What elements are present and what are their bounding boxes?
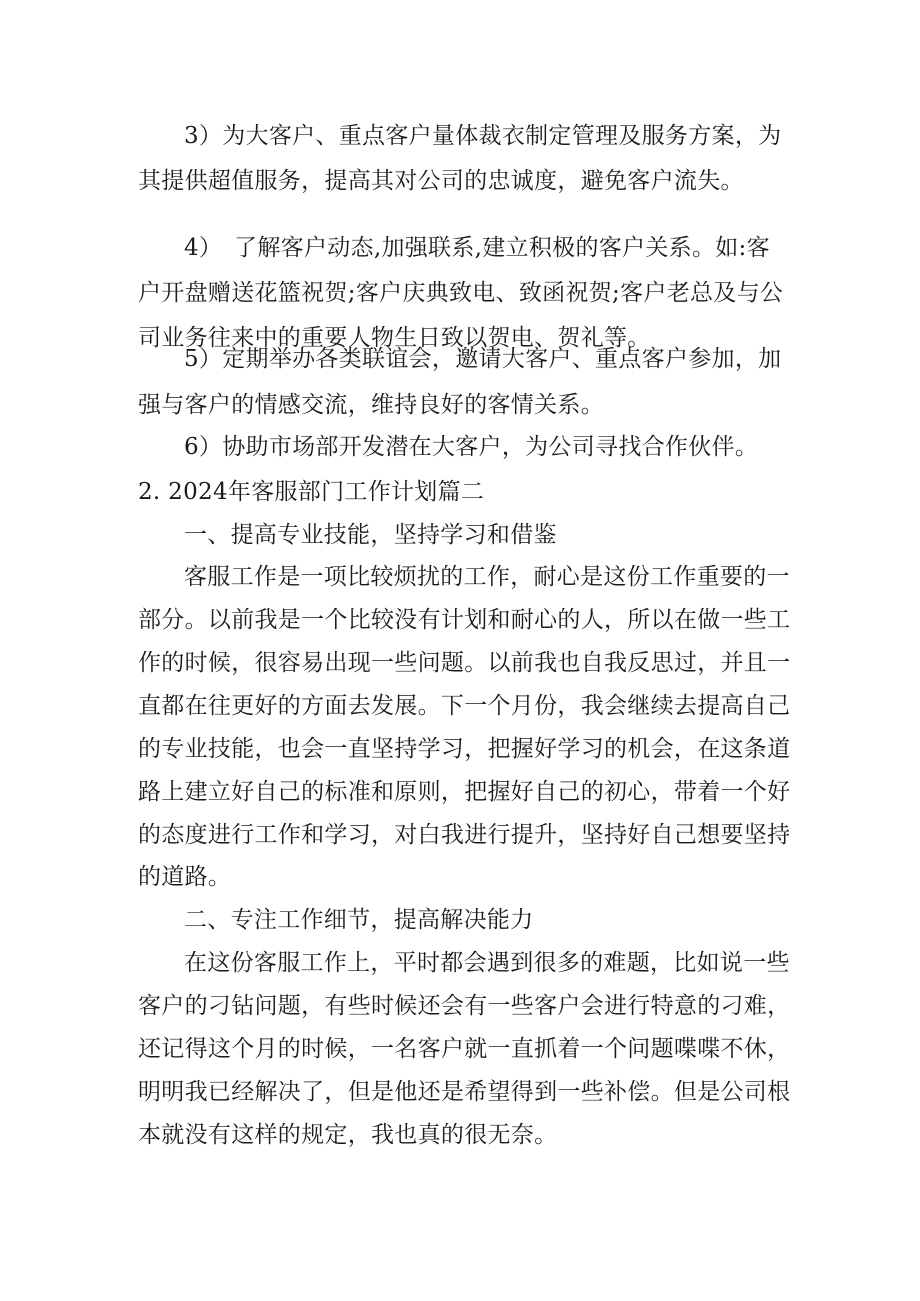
text-line: 客服工作是一项比较烦扰的工作，耐心是这份工作重要的一 <box>184 564 790 590</box>
text-line: 4） 了解客户动态,加强联系,建立积极的客户关系。如:客 <box>184 235 770 261</box>
text-line: 3）为大客户、重点客户量体裁衣制定管理及服务方案，为 <box>184 123 782 149</box>
text-line: 还记得这个月的时候，一名客户就一直抓着一个问题喋喋不休， <box>138 1036 791 1062</box>
text-line: 客户的刁钻问题，有些时候还会有一些客户会进行特意的刁难， <box>138 993 791 1019</box>
text-line: 直都在往更好的方面去发展。下一个月份，我会继续去提高自己 <box>138 693 791 719</box>
text-line: 在这份客服工作上，平时都会遇到很多的难题，比如说一些 <box>184 950 790 976</box>
text-line: 司业务往来中的重要人物生日致以贺电、贺礼等。 <box>138 325 651 351</box>
text-line: 的专业技能，也会一直坚持学习，把握好学习的机会，在这条道 <box>138 736 791 762</box>
section-heading: 2. 2024年客服部门工作计划篇二 <box>138 479 485 505</box>
text-line: 6）协助市场部开发潜在大客户，为公司寻找合作伙伴。 <box>184 434 759 460</box>
text-line: 的态度进行工作和学习，对白我进行提升，坚持好自己想要坚持 <box>138 822 791 848</box>
text-line: 5）定期举办各类联谊会，邀请大客户、重点客户参加，加 <box>184 346 782 372</box>
text-line: 户开盘赠送花篮祝贺;客户庆典致电、致函祝贺;客户老总及与公 <box>138 280 784 306</box>
text-line: 部分。以前我是一个比较没有计划和耐心的人，所以在做一些工 <box>138 607 791 633</box>
text-line: 本就没有这样的规定，我也真的很无奈。 <box>138 1122 558 1148</box>
text-line: 其提供超值服务，提高其对公司的忠诚度，避免客户流失。 <box>138 168 744 194</box>
text-line: 作的时候，很容易出现一些问题。以前我也自我反思过，并且一 <box>138 650 791 676</box>
subheading: 二、专注工作细节，提高解决能力 <box>184 907 534 933</box>
subheading: 一、提高专业技能，坚持学习和借鉴 <box>184 522 557 548</box>
text-line: 路上建立好自己的标准和原则，把握好自己的初心，带着一个好 <box>138 779 791 805</box>
text-line: 的道路。 <box>138 864 232 890</box>
text-line: 强与客户的情感交流，维持良好的客情关系。 <box>138 392 604 418</box>
text-line: 明明我已经解决了，但是他还是希望得到一些补偿。但是公司根 <box>138 1079 791 1105</box>
